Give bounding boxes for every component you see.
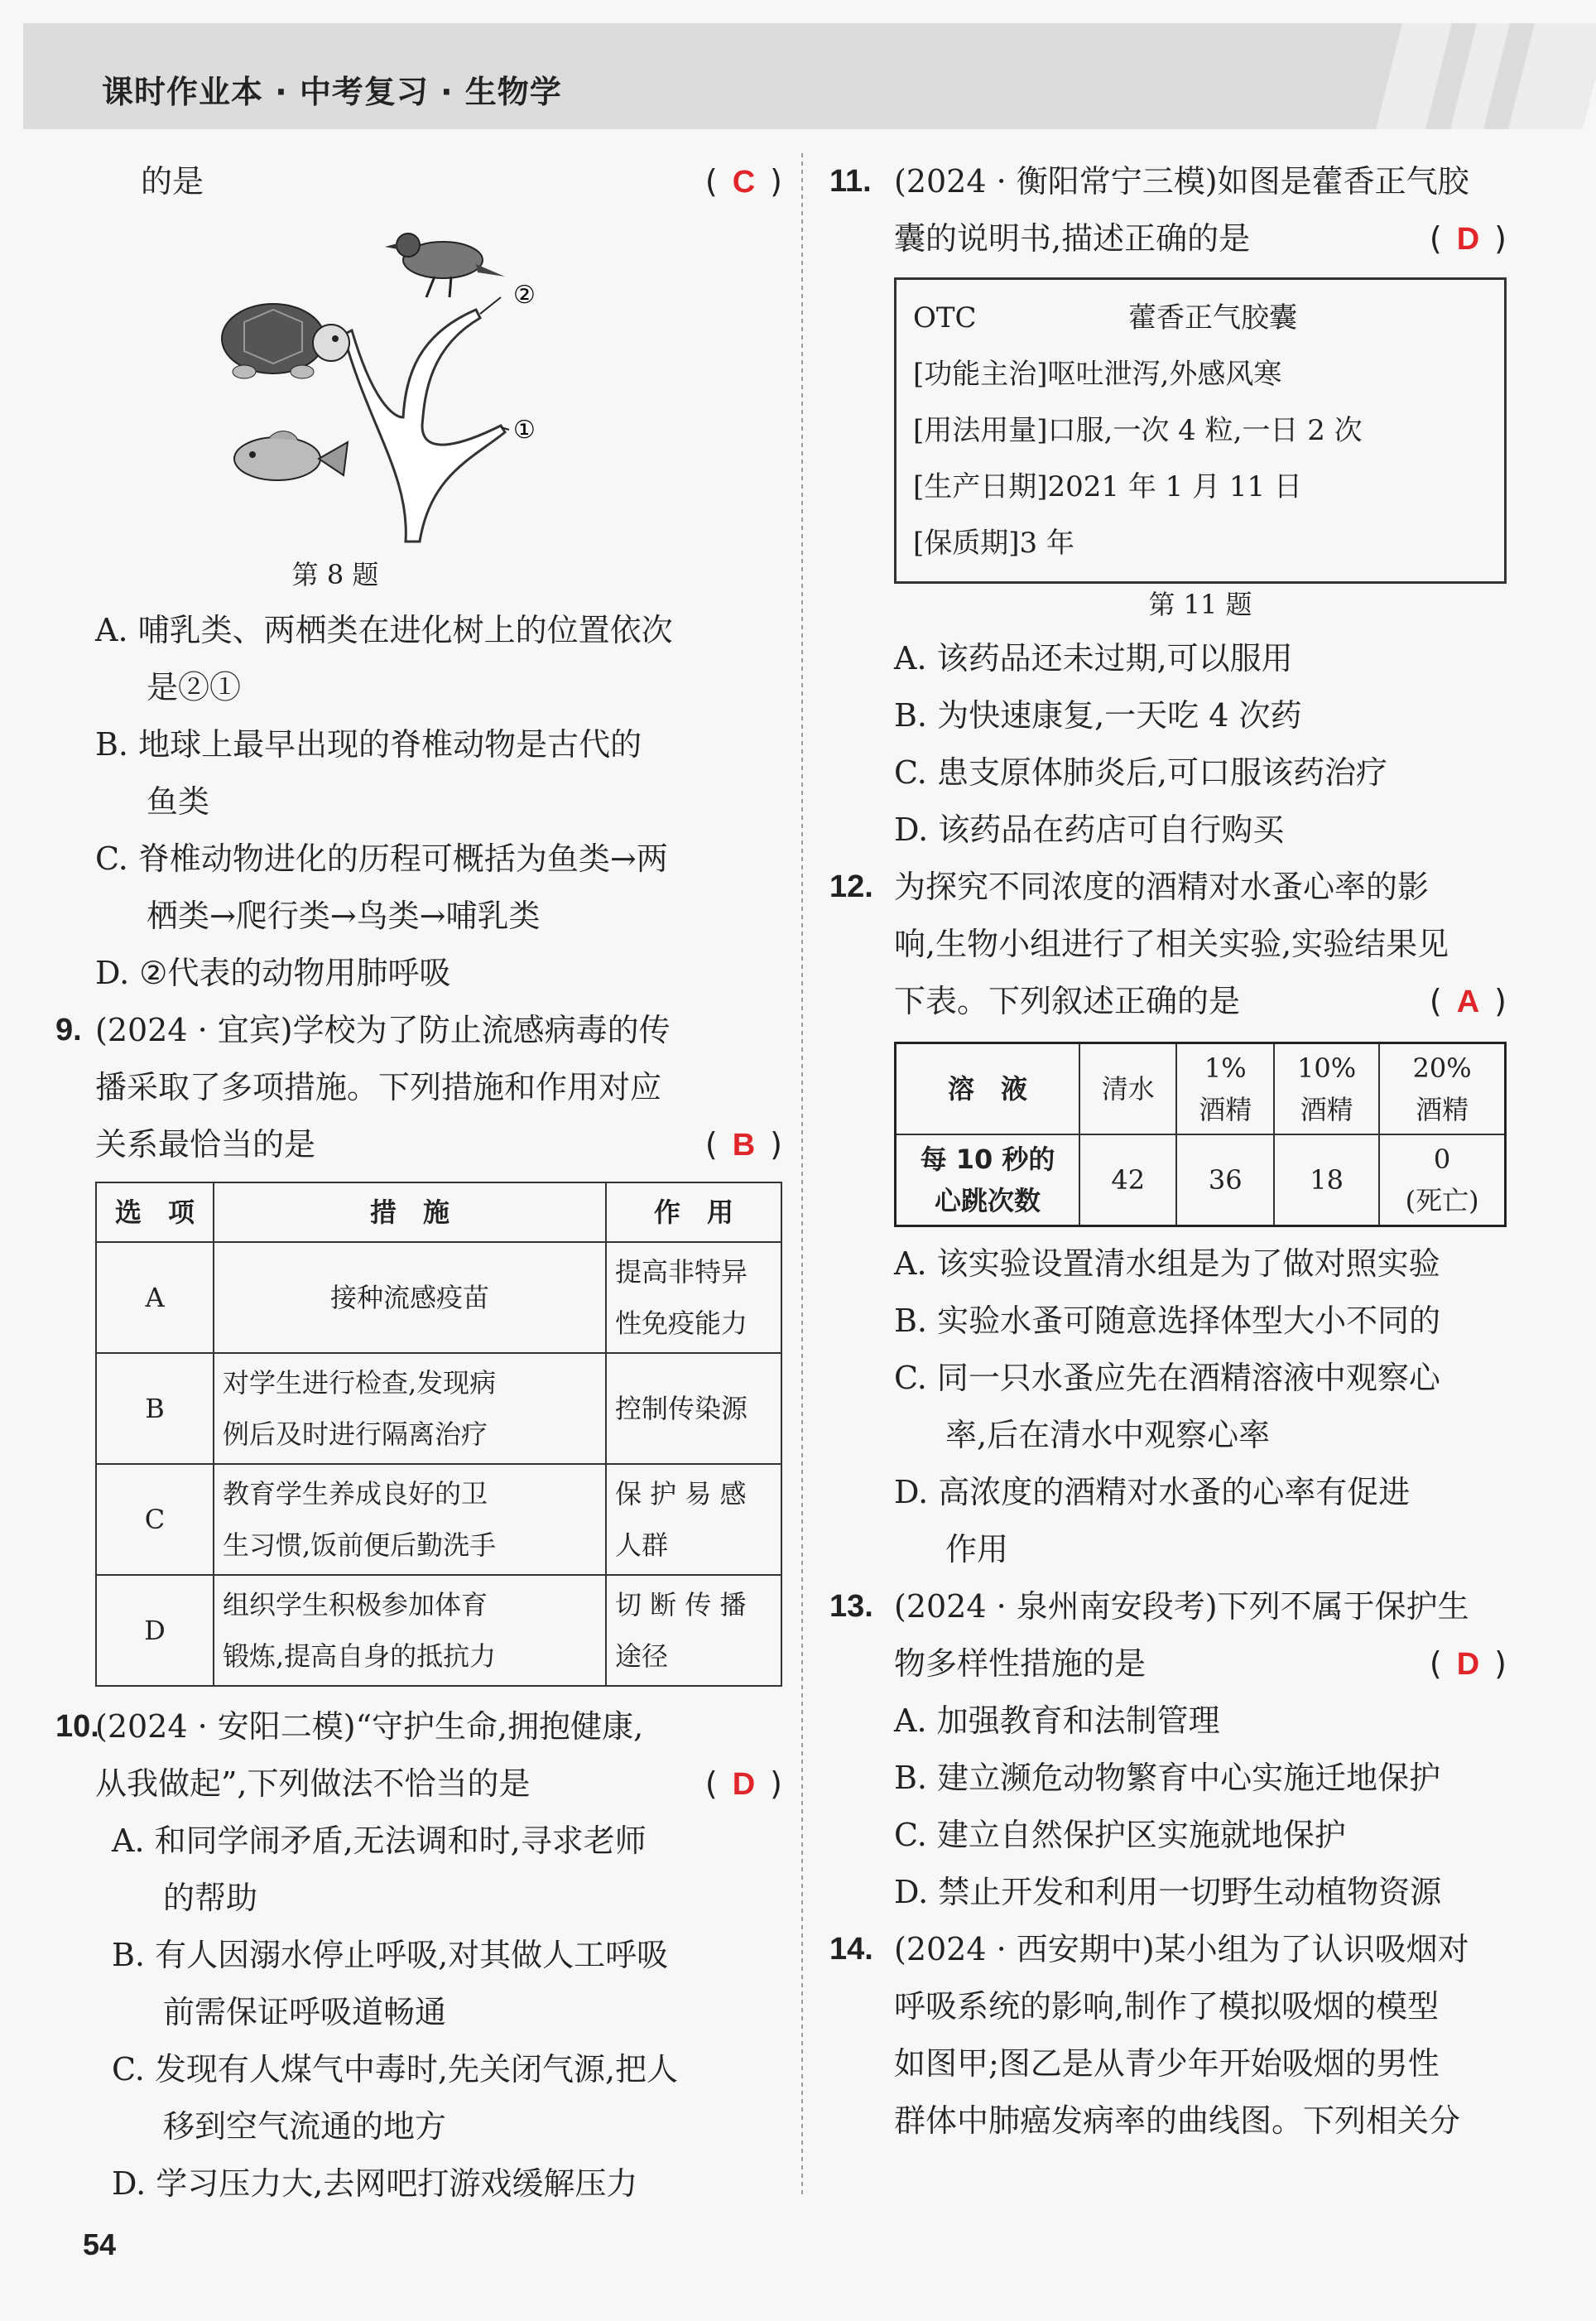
evolution-tree-figure (95, 210, 782, 554)
q9-table-row (96, 1353, 781, 1464)
q9-measure-text: 接种流感疫苗 (329, 1282, 489, 1313)
q9-cell-option: A (96, 1242, 214, 1353)
marker-1: ① (513, 416, 536, 445)
q9-cell-measure (214, 1464, 606, 1575)
q9-header-option: 选 项 (96, 1182, 214, 1242)
q13-option-a[interactable]: A. 加强教育和法制管理 (894, 1702, 1220, 1739)
otc-mark: OTC (913, 301, 977, 335)
medicine-shelf-life: [保质期]3 年 (913, 527, 1074, 560)
q13-number: 13. (829, 1589, 873, 1624)
bird-icon (385, 234, 505, 297)
q9-effect-text: 途径 (615, 1640, 669, 1672)
q9-effect-text: 控制传染源 (615, 1393, 748, 1424)
q10-line1: (2024 · 安阳二模)“守护生命,拥抱健康, (95, 1708, 644, 1745)
q9-effect-text: 切 断 传 播 (615, 1589, 747, 1620)
q8-option-a-cont: 是②① (147, 669, 242, 705)
q11-line2-row (894, 210, 1507, 267)
q11-caption: 第 11 题 (1148, 589, 1252, 620)
q11-answer-letter: D (1456, 222, 1480, 257)
q12-header-text: 酒精 (1199, 1094, 1252, 1125)
header-stripe (1508, 23, 1596, 129)
q9-measure-text: 生习惯,饭前便后勤洗手 (223, 1529, 497, 1561)
q12-table-header (896, 1043, 1506, 1135)
q12-header-solution: 溶 液 (896, 1043, 1080, 1135)
q9-cell-measure (214, 1575, 606, 1686)
q9-cell-option: D (96, 1575, 214, 1686)
q8-option-c-cont: 栖类→爬行类→鸟类→哺乳类 (147, 898, 541, 934)
left-column (55, 153, 782, 2213)
q12-header-text: 酒精 (1416, 1094, 1469, 1125)
q9-effect-text: 提高非特异 (615, 1256, 748, 1288)
q9-cell-option: C (96, 1464, 214, 1575)
q13-option-d[interactable]: D. 禁止开发和利用一切野生动植物资源 (894, 1874, 1442, 1910)
header-stripe (1376, 23, 1452, 129)
q10-line2: 从我做起”,下列做法不恰当的是 (95, 1765, 531, 1802)
q12-header-text: 20% (1412, 1052, 1472, 1084)
medicine-production-date: [生产日期]2021 年 1 月 11 日 (913, 470, 1302, 503)
q8-option-b-cont: 鱼类 (147, 783, 210, 820)
q13-answer: ( D ) (1429, 1645, 1507, 1682)
column-divider (801, 153, 803, 2198)
q14-line3: 如图甲;图乙是从青少年开始吸烟的男性 (894, 2045, 1440, 2082)
q9-cell-measure (214, 1353, 606, 1464)
q11-option-c[interactable]: C. 患支原体肺炎后,可口服该药治疗 (894, 754, 1387, 791)
q12-header-text: 10% (1297, 1052, 1357, 1084)
q12-cell-value: 36 (1176, 1134, 1273, 1226)
q12-line3: 下表。下列叙述正确的是 (894, 983, 1241, 1019)
q12-header-20pct (1379, 1043, 1505, 1135)
q8-tail (95, 153, 782, 210)
q8-answer-letter: C (732, 165, 756, 200)
q10-stem (55, 1698, 782, 1755)
q12-line2: 响,生物小组进行了相关实验,实验结果见 (894, 926, 1449, 962)
q9-cell-effect (606, 1242, 781, 1353)
q12-line1: 为探究不同浓度的酒精对水蚤心率的影 (894, 869, 1430, 905)
q11-stem (829, 153, 1507, 210)
q9-table-header (96, 1182, 781, 1242)
q10-answer: ( D ) (704, 1765, 782, 1802)
q9-answer: ( B ) (704, 1126, 782, 1163)
medicine-label-title-row (913, 290, 1488, 346)
q11-option-d[interactable]: D. 该药品在药店可自行购买 (894, 811, 1285, 848)
q12-option-a[interactable]: A. 该实验设置清水组是为了做对照实验 (894, 1245, 1440, 1282)
q12-table (894, 1042, 1507, 1227)
q12-option-d-cont: 作用 (945, 1531, 1009, 1567)
q14-line1: (2024 · 西安期中)某小组为了认识吸烟对 (894, 1931, 1469, 1967)
q12-answer-letter: A (1456, 985, 1480, 1019)
q11-option-a[interactable]: A. 该药品还未过期,可以服用 (894, 640, 1293, 677)
page-header (23, 23, 1573, 129)
q11-answer: ( D ) (1429, 220, 1507, 257)
q12-header-water: 清水 (1079, 1043, 1176, 1135)
q12-option-b[interactable]: B. 实验水蚤可随意选择体型大小不同的 (894, 1303, 1441, 1339)
q12-header-1pct (1176, 1043, 1273, 1135)
q12-cell-value: 42 (1079, 1134, 1176, 1226)
q12-option-c-cont: 率,后在清水中观察心率 (945, 1417, 1271, 1453)
q14-number: 14. (829, 1932, 873, 1967)
q9-measure-text: 对学生进行检查,发现病 (223, 1367, 497, 1399)
q12-answer: ( A ) (1429, 983, 1507, 1019)
medicine-indication: [功能主治]呕吐泄泻,外感风寒 (913, 358, 1282, 391)
right-column (829, 153, 1507, 2150)
q11-line1: (2024 · 衡阳常宁三模)如图是藿香正气胶 (894, 163, 1469, 200)
q10-option-b[interactable]: B. 有人因溺水停止呼吸,对其做人工呼吸 (112, 1937, 669, 1973)
q9-effect-text: 性免疫能力 (615, 1307, 748, 1339)
q10-option-d[interactable]: D. 学习压力大,去网吧打游戏缓解压力 (112, 2165, 638, 2202)
q9-line2: 播采取了多项措施。下列措施和作用对应 (95, 1069, 662, 1105)
q12-header-text: 1% (1204, 1052, 1247, 1084)
tree-trunk (344, 310, 505, 542)
q9-cell-option: B (96, 1353, 214, 1464)
q14-line2: 呼吸系统的影响,制作了模拟吸烟的模型 (894, 1988, 1440, 2025)
q9-answer-letter: B (732, 1128, 756, 1163)
q9-cell-effect (606, 1575, 781, 1686)
q8-option-b[interactable]: B. 地球上最早出现的脊椎动物是古代的 (95, 726, 642, 763)
q9-line3-row (95, 1116, 782, 1173)
q10-option-a[interactable]: A. 和同学闹矛盾,无法调和时,寻求老师 (112, 1823, 647, 1859)
turtle-icon (222, 304, 349, 378)
q8-answer: ( C ) (704, 163, 782, 200)
q12-option-c[interactable]: C. 同一只水蚤应先在酒精溶液中观察心 (894, 1360, 1440, 1396)
q12-cell-text: (死亡) (1405, 1185, 1479, 1216)
q9-measure-text: 例后及时进行隔离治疗 (223, 1418, 488, 1450)
q13-line1: (2024 · 泉州南安段考)下列不属于保护生 (894, 1588, 1469, 1625)
q13-option-c[interactable]: C. 建立自然保护区实施就地保护 (894, 1817, 1346, 1853)
q12-option-d[interactable]: D. 高浓度的酒精对水蚤的心率有促进 (894, 1474, 1411, 1510)
q8-option-a[interactable]: A. 哺乳类、两栖类在进化树上的位置依次 (95, 612, 673, 648)
q13-line2: 物多样性措施的是 (894, 1645, 1147, 1682)
q9-header-effect: 作 用 (606, 1182, 781, 1242)
q12-header-10pct (1274, 1043, 1379, 1135)
page-number: 54 (83, 2227, 117, 2261)
q9-table (95, 1182, 782, 1687)
medicine-label-box (894, 277, 1507, 584)
medicine-dosage: [用法用量]口服,一次 4 粒,一日 2 次 (913, 414, 1363, 447)
q9-cell-effect (606, 1464, 781, 1575)
q10-option-c[interactable]: C. 发现有人煤气中毒时,先关闭气源,把人 (112, 2051, 679, 2087)
q9-measure-text: 组织学生积极参加体育 (223, 1589, 488, 1620)
q12-row-label-text: 心跳次数 (934, 1185, 1041, 1216)
q9-cell-effect (606, 1353, 781, 1464)
marker-2: ② (513, 281, 536, 310)
q12-row-label-text: 每 10 秒的 (920, 1144, 1055, 1175)
q12-line3-row (894, 973, 1507, 1030)
q9-line3: 关系最恰当的是 (95, 1126, 316, 1163)
medicine-name: 藿香正气胶囊 (1128, 301, 1297, 335)
q9-effect-text: 人群 (615, 1529, 669, 1561)
q9-header-measure: 措 施 (214, 1182, 606, 1242)
q9-stem (55, 1002, 782, 1059)
q12-number: 12. (829, 869, 873, 904)
q10-line2-row (95, 1755, 782, 1813)
q12-cell-value (1379, 1134, 1505, 1226)
q11-number: 11. (829, 164, 872, 199)
q11-line2: 囊的说明书,描述正确的是 (894, 220, 1251, 257)
q8-caption: 第 8 题 (291, 559, 379, 590)
q8-tail-text: 的是 (141, 163, 204, 200)
q8-option-c[interactable]: C. 脊椎动物进化的历程可概括为鱼类→两 (95, 840, 668, 877)
q13-option-b[interactable]: B. 建立濒危动物繁育中心实施迁地保护 (894, 1760, 1441, 1796)
header-title: 课时作业本 · 中考复习 · 生物学 (102, 74, 562, 110)
q9-number: 9. (55, 1013, 82, 1047)
q9-measure-text: 锻炼,提高自身的抵抗力 (223, 1640, 497, 1672)
header-stripe (1450, 23, 1510, 129)
q9-effect-text: 保 护 易 感 (615, 1478, 747, 1510)
q10-option-b-cont: 前需保证呼吸道畅通 (163, 1994, 447, 2030)
q10-number: 10. (55, 1709, 99, 1744)
q12-header-text: 酒精 (1300, 1094, 1353, 1125)
q12-cell-text: 0 (1433, 1144, 1451, 1175)
q9-table-row (96, 1242, 781, 1353)
q14-line4: 群体中肺癌发病率的曲线图。下列相关分 (894, 2102, 1461, 2139)
q12-cell-value: 18 (1274, 1134, 1379, 1226)
q8-figure (95, 210, 782, 554)
q12-table-row (896, 1134, 1506, 1226)
q9-table-row (96, 1575, 781, 1686)
q14-stem (829, 1921, 1507, 1978)
q8-option-d[interactable]: D. ②代表的动物用肺呼吸 (95, 955, 451, 991)
q9-measure-text: 教育学生养成良好的卫 (223, 1478, 488, 1510)
q13-stem (829, 1578, 1507, 1635)
fish-icon (234, 431, 348, 480)
q12-stem (829, 859, 1507, 916)
q10-option-a-cont: 的帮助 (163, 1880, 258, 1916)
q10-answer-letter: D (732, 1767, 756, 1802)
q10-option-c-cont: 移到空气流通的地方 (163, 2108, 447, 2145)
q13-answer-letter: D (1456, 1647, 1480, 1682)
q12-row-label (896, 1134, 1080, 1226)
q9-cell-measure (214, 1242, 606, 1353)
q11-option-b[interactable]: B. 为快速康复,一天吃 4 次药 (894, 697, 1302, 734)
q9-table-row (96, 1464, 781, 1575)
q9-line1: (2024 · 宜宾)学校为了防止流感病毒的传 (95, 1012, 671, 1048)
q13-line2-row (894, 1635, 1507, 1693)
